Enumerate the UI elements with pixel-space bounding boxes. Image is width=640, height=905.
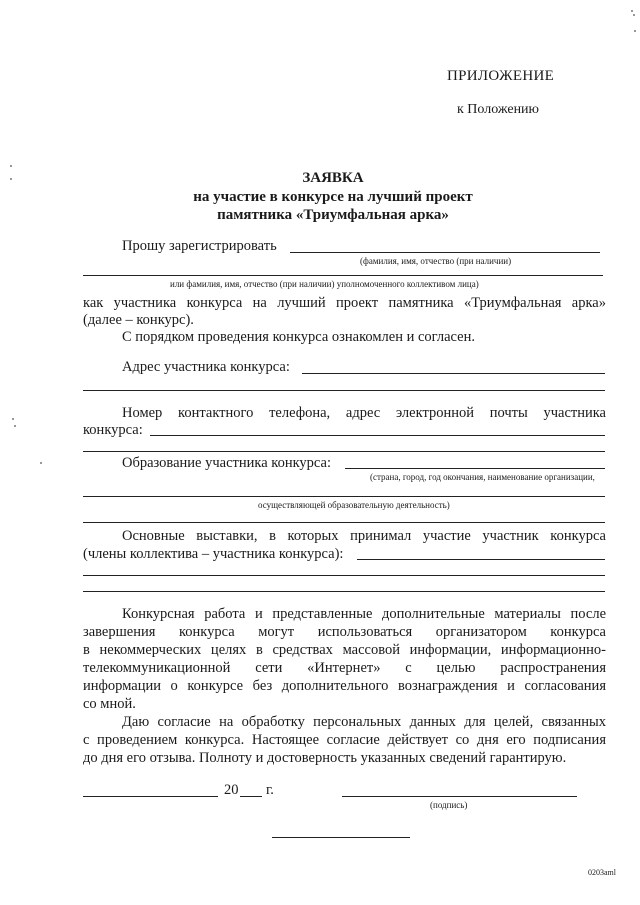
exhibitions-field-line-1[interactable] <box>357 559 605 560</box>
education-hint-2: осуществляющей образовательную деятельность) <box>258 500 450 510</box>
exhibitions-label-line-2: (члены коллектива – участника конкурса): <box>83 546 344 562</box>
bottom-line <box>272 837 410 838</box>
address-label: Адрес участника конкурса: <box>122 359 290 375</box>
consent-p1-line-4: телекоммуникационной сети «Интернет» с целью распространения <box>83 660 606 676</box>
document-subtitle-line-2: памятника «Триумфальная арка» <box>217 207 449 223</box>
document-title: ЗАЯВКА <box>302 170 364 186</box>
consent-p2-line-1: Даю согласие на обработку персональных данных для целей, связанных <box>122 714 606 730</box>
scan-speck <box>633 14 635 16</box>
phone-label-line-2: конкурса: <box>83 422 143 438</box>
fio-hint: (фамилия, имя, отчество (при наличии) <box>360 256 512 266</box>
document-subtitle-line-1: на участие в конкурсе на лучший проект <box>193 189 473 205</box>
scan-speck <box>14 425 16 427</box>
address-field-line-1[interactable] <box>302 373 605 374</box>
consent-p2-line-3: до дня его отзыва. Полноту и достоверность указанных сведений гарантирую. <box>83 750 567 766</box>
signature-hint: (подпись) <box>430 800 468 810</box>
education-field-line-1[interactable] <box>345 468 605 469</box>
scan-speck <box>10 178 12 180</box>
participant-line-1: как участника конкурса на лучший проект памятника «Триумфальная арка» <box>83 295 606 311</box>
consent-p1-line-1: Конкурсная работа и представленные дополнительные материалы после <box>122 606 606 622</box>
consent-p1-line-3: в некоммерческих целях в средствах массовой информации, информационно- <box>83 642 606 658</box>
signature-field-line[interactable] <box>342 796 577 797</box>
participant-line-2: (далее – конкурс). <box>83 312 194 328</box>
register-label: Прошу зарегистрировать <box>122 238 277 254</box>
scan-speck <box>40 462 42 464</box>
year-suffix: г. <box>266 782 274 798</box>
education-field-line-3[interactable] <box>83 522 605 523</box>
address-field-line-2[interactable] <box>83 390 605 391</box>
date-field-line[interactable] <box>83 796 218 797</box>
exhibitions-field-line-2[interactable] <box>83 575 605 576</box>
year-field-line[interactable] <box>240 796 262 797</box>
education-field-line-2[interactable] <box>83 496 605 497</box>
scan-speck <box>634 30 636 32</box>
scan-speck <box>631 10 633 12</box>
education-label: Образование участника конкурса: <box>122 455 331 471</box>
to-regulation-label: к Положению <box>457 102 540 117</box>
exhibitions-label-line-1: Основные выставки, в которых принимал участие участник конкурса <box>122 528 606 544</box>
collective-hint: или фамилия, имя, отчество (при наличии) уполномоченного коллективом лица) <box>170 279 479 289</box>
appendix-label: ПРИЛОЖЕНИЕ <box>447 68 555 84</box>
consent-p1-line-2: завершения конкурса могут использоваться организатором конкурса <box>83 624 606 640</box>
footer-code: 0203aml <box>588 868 616 877</box>
collective-field-line[interactable] <box>83 275 603 276</box>
education-hint: (страна, город, год окончания, наименование организации, <box>370 472 595 482</box>
phone-field-line-1[interactable] <box>150 435 605 436</box>
consent-p1-line-6: со мной. <box>83 696 136 712</box>
phone-field-line-2[interactable] <box>83 451 605 452</box>
scan-speck <box>12 418 14 420</box>
scan-speck <box>10 165 12 167</box>
fio-field-line[interactable] <box>290 252 600 253</box>
consent-p1-line-5: информации о конкурсе без дополнительного вознаграждения и согласования <box>83 678 606 694</box>
familiar-statement: С порядком проведения конкурса ознакомлен и согласен. <box>122 329 475 345</box>
consent-p2-line-2: с проведением конкурса. Настоящее согласие действует со дня его подписания <box>83 732 606 748</box>
exhibitions-field-line-3[interactable] <box>83 591 605 592</box>
phone-label-line-1: Номер контактного телефона, адрес электронной почты участника <box>122 405 606 421</box>
year-prefix: 20 <box>224 782 239 798</box>
